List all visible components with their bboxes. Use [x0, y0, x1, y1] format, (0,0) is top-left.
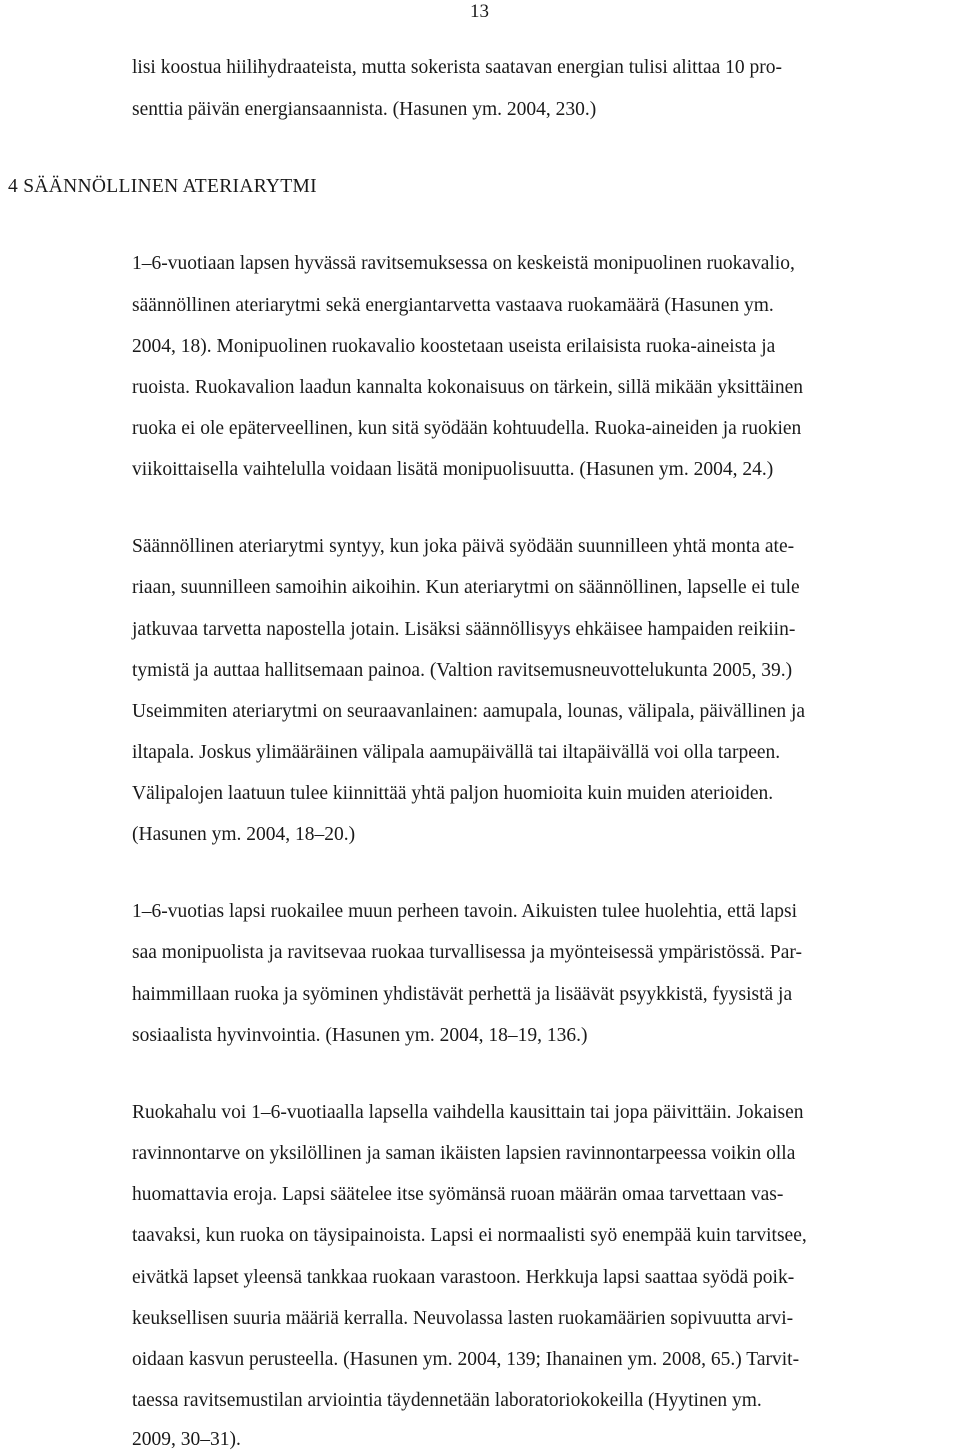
- text-line: senttia päivän energiansaannista. (Hasunen ym. 2004, 230.): [132, 99, 597, 120]
- text-line: säännöllinen ateriarytmi sekä energiantarvetta vastaava ruokamäärä (Hasunen ym.: [132, 295, 774, 316]
- text-line: saa monipuolista ja ravitsevaa ruokaa turvallisessa ja myönteisessä ympäristössä. Par-: [132, 942, 803, 963]
- text-line: lisi koostua hiilihydraateista, mutta sokerista saatavan energian tulisi alittaa 10 pro-: [132, 57, 783, 78]
- text-line: taessa ravitsemustilan arviointia täydennetään laboratoriokokeilla (Hyytinen ym.: [132, 1390, 762, 1411]
- text-line: tymistä ja auttaa hallitsemaan painoa. (Valtion ravitsemusneuvottelukunta 2005, 39.): [132, 660, 793, 681]
- text-line: haimmillaan ruoka ja syöminen yhdistävät perhettä ja lisäävät psyykkistä, fyysistä ja: [132, 984, 793, 1005]
- text-line: 2009, 30–31).: [132, 1429, 241, 1450]
- text-line: riaan, suunnilleen samoihin aikoihin. Kun ateriarytmi on säännöllinen, lapselle ei tule: [132, 577, 800, 598]
- text-line: iltapala. Joskus ylimääräinen välipala aamupäivällä tai iltapäivällä voi olla tarpeen.: [132, 742, 781, 763]
- text-line: Ruokahalu voi 1–6-vuotiaalla lapsella vaihdella kausittain tai jopa päivittäin. Jokaisen: [132, 1102, 804, 1123]
- section-heading: 4 SÄÄNNÖLLINEN ATERIARYTMI: [8, 176, 317, 197]
- text-line: 1–6-vuotiaan lapsen hyvässä ravitsemuksessa on keskeistä monipuolinen ruokavalio,: [132, 253, 795, 274]
- text-line: sosiaalista hyvinvointia. (Hasunen ym. 2004, 18–19, 136.): [132, 1025, 588, 1046]
- text-line: viikoittaisella vaihtelulla voidaan lisätä monipuolisuutta. (Hasunen ym. 2004, 24.): [132, 459, 774, 480]
- text-line: Säännöllinen ateriarytmi syntyy, kun joka päivä syödään suunnilleen yhtä monta ate-: [132, 536, 795, 557]
- text-line: huomattavia eroja. Lapsi säätelee itse syömänsä ruoan määrän omaa tarvettaan vas-: [132, 1184, 784, 1205]
- text-line: Useimmiten ateriarytmi on seuraavanlainen: aamupala, lounas, välipala, päivällinen ja: [132, 701, 806, 722]
- text-line: taavaksi, kun ruoka on täysipainoista. Lapsi ei normaalisti syö enempää kuin tarvitsee,: [132, 1225, 807, 1246]
- text-line: keuksellisen suuria määriä kerralla. Neuvolassa lasten ruokamäärien sopivuutta arvi-: [132, 1308, 794, 1329]
- text-line: (Hasunen ym. 2004, 18–20.): [132, 824, 356, 845]
- text-line: 2004, 18). Monipuolinen ruokavalio koostetaan useista erilaisista ruoka-aineista ja: [132, 336, 776, 357]
- text-line: 1–6-vuotias lapsi ruokailee muun perheen tavoin. Aikuisten tulee huolehtia, että lapsi: [132, 901, 797, 922]
- text-line: ravinnontarve on yksilöllinen ja saman ikäisten lapsien ravinnontarpeessa voikin olla: [132, 1143, 796, 1164]
- text-line: ruoista. Ruokavalion laadun kannalta kokonaisuus on tärkein, sillä mikään yksittäinen: [132, 377, 803, 398]
- text-line: ruoka ei ole epäterveellinen, kun sitä syödään kohtuudella. Ruoka-aineiden ja ruokien: [132, 418, 802, 439]
- text-line: Välipalojen laatuun tulee kiinnittää yhtä paljon huomioita kuin muiden aterioiden.: [132, 783, 774, 804]
- text-line: oidaan kasvun perusteella. (Hasunen ym. 2004, 139; Ihanainen ym. 2008, 65.) Tarvit-: [132, 1349, 800, 1370]
- page-number: 13: [470, 1, 489, 22]
- text-line: jatkuvaa tarvetta napostella jotain. Lisäksi säännöllisyys ehkäisee hampaiden reikiin-: [132, 619, 796, 640]
- text-line: eivätkä lapset yleensä tankkaa ruokaan varastoon. Herkkuja lapsi saattaa syödä poik-: [132, 1267, 795, 1288]
